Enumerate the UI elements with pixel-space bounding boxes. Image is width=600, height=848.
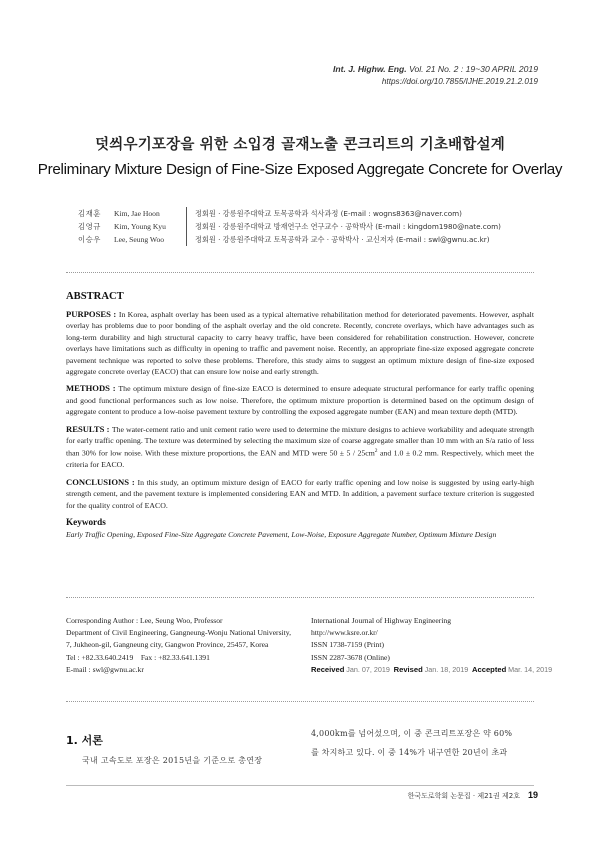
corr-line: Department of Civil Engineering, Gangneung-Wonju National University, <box>66 628 291 638</box>
title-korean: 덧씌우기포장을 위한 소입경 골재노출 콘크리트의 기초배합설계 <box>95 137 505 153</box>
corr-email: E-mail : swl@gwnu.ac.kr <box>66 664 144 674</box>
divider-dotted <box>66 701 534 702</box>
author-name-en: Lee, Seung Woo <box>114 235 165 244</box>
divider-dotted <box>66 272 534 273</box>
issn-online: ISSN 2287-3678 (Online) <box>311 652 390 662</box>
journal-abbr: Int. J. Highw. Eng. <box>333 64 407 74</box>
author-name-ko: 김재훈 <box>78 209 101 218</box>
journal-info-block <box>311 615 552 676</box>
corr-line: Tel : +82.33.640.2419 Fax : +82.33.641.1391 <box>66 652 210 662</box>
body-line: 를 차지하고 있다. 이 중 14%가 내구연한 20년이 초과 <box>311 748 508 757</box>
keywords-text: Early Traffic Opening, Exposed Fine-Size Aggregate Concrete Pavement, Low-Noise, Exposure Aggregate Number, Optimum Mixture Design <box>66 530 497 540</box>
results-text: The water-cement ratio and unit cement ratio were used to determine the mixture designs to achieve workability and adequate strength for early traffic opening. The texture was determined by selecting the maximum size of coarse aggregate smaller than 10 mm with an S/a ratio of less than 30% for low noise. With these mixture proportions, the EAN and MTD were 50 ± 5 / 25cm <box>66 424 534 459</box>
author-name-ko: 이승우 <box>78 235 101 244</box>
revised-date: Jan. 18, 2019 <box>424 664 469 674</box>
footer-rule <box>66 785 534 786</box>
volume-info: Vol. 21 No. 2 : 19~30 APRIL 2019 <box>406 64 538 74</box>
author-affiliation: 정회원 · 강릉원주대학교 방재연구소 연구교수 · 공학박사 (E-mail : kingdom1980@nate.com) <box>186 220 501 233</box>
corr-line: 7, Jukheon-gil, Gangneung city, Gangwon Province, 25457, Korea <box>66 640 269 650</box>
issn-print: ISSN 1738-7159 (Print) <box>311 640 384 650</box>
author-name-en: Kim, Jae Hoon <box>114 209 160 218</box>
author-row <box>78 207 501 220</box>
divider-dotted <box>66 597 534 598</box>
section-body-left: 국내 고속도로 포장은 2015년을 기준으로 총연장 <box>82 756 263 765</box>
abstract-section <box>66 291 534 540</box>
author-row <box>78 220 501 233</box>
results-superscript: 2 <box>374 448 378 455</box>
page-number: 19 <box>527 790 538 800</box>
methods-label: METHODS : <box>66 383 119 394</box>
body-line: 4,000km를 넘어섰으며, 이 중 콘크리트포장은 약 60% <box>311 729 513 738</box>
journal-citation <box>333 64 538 74</box>
accepted-label: Accepted <box>472 664 507 674</box>
page-footer <box>408 790 538 801</box>
results-text-end: and 1.0 ± 0.2 mm. Respectively, which meet the criteria for EACO. <box>66 449 534 470</box>
article-dates <box>311 664 552 676</box>
results-paragraph <box>66 424 534 471</box>
received-date: Jan. 07, 2019 <box>346 664 390 674</box>
results-label: RESULTS : <box>66 423 112 434</box>
received-label: Received <box>311 664 345 674</box>
author-row <box>78 233 501 246</box>
conclusions-paragraph <box>66 477 534 511</box>
journal-name: International Journal of Highway Engineering <box>311 616 452 625</box>
purposes-paragraph <box>66 309 534 377</box>
conclusions-text: In this study, an optimum mixture design of EACO for early traffic opening and low noise is suggested by using early-high strength cement, and the pavement texture is implemented considering EAN and MTD. In addition, a pavement surface texture criterion is suggested for the quality control of EACO. <box>66 477 534 510</box>
methods-paragraph <box>66 383 534 417</box>
journal-url[interactable]: http://www.ksre.or.kr/ <box>311 628 378 638</box>
author-name-en: Kim, Young Kyu <box>114 222 166 231</box>
author-name-ko: 김영규 <box>78 222 101 231</box>
purposes-label: PURPOSES : <box>66 309 119 319</box>
methods-text: The optimum mixture design of fine-size EACO is determined to ensure adequate structural performance for early traffic opening and good functional performances such as low noise. Therefore, the optimum mixture proportion is determined based on the optimum design of aggregate content to produce a low-noise pavement texture by controlling the exposed aggregate number (EAN) and mean texture depth (MTD). <box>66 384 534 417</box>
abstract-heading: ABSTRACT <box>66 291 124 302</box>
footer-journal: 한국도로학회 논문집 · 제21권 제2호 <box>407 792 520 800</box>
section-body-right <box>311 724 512 762</box>
doi-link[interactable]: https://doi.org/10.7855/IJHE.2019.21.2.019 <box>381 77 538 86</box>
author-affiliation: 정회원 · 강릉원주대학교 토목공학과 교수 · 공학박사 · 교신저자 (E-mail : swl@gwnu.ac.kr) <box>186 233 490 246</box>
keywords-heading: Keywords <box>66 517 106 528</box>
title-english: Preliminary Mixture Design of Fine-Size Exposed Aggregate Concrete for Overlay <box>37 161 563 178</box>
conclusions-label: CONCLUSIONS : <box>66 476 138 487</box>
corresponding-author-block <box>66 615 291 676</box>
author-list <box>78 207 501 246</box>
section-heading: 1. 서론 <box>66 734 103 747</box>
purposes-text: In Korea, asphalt overlay has been used as a typical alternative rehabilitation method for deteriorated pavements. However, asphalt overlay has problems due to poor bonding of the asphalt overlay and the old concrete. Recently, concrete overlays, which have advantages such as long-term durability and high structural capacity to carry heavy traffic, have been considered for rehabilitation construction. However, concrete overlays have limitations such as difficulty in opening to traffic and pavement noise. Recently, an appropriate fine-size exposed aggregate concrete pavement technique was reported to solve these problems. Therefore, this study aims to suggest an optimum mixture design of fine-size exposed aggregate concrete overlay (EACO) that can ensure low noise and early strength. <box>66 310 535 377</box>
author-affiliation: 정회원 · 강릉원주대학교 토목공학과 석사과정 (E-mail : wogns8363@naver.com) <box>186 207 462 220</box>
revised-label: Revised <box>393 664 423 674</box>
corr-line: Corresponding Author : Lee, Seung Woo, Professor <box>66 616 223 625</box>
accepted-date: Mar. 14, 2019 <box>508 664 553 674</box>
